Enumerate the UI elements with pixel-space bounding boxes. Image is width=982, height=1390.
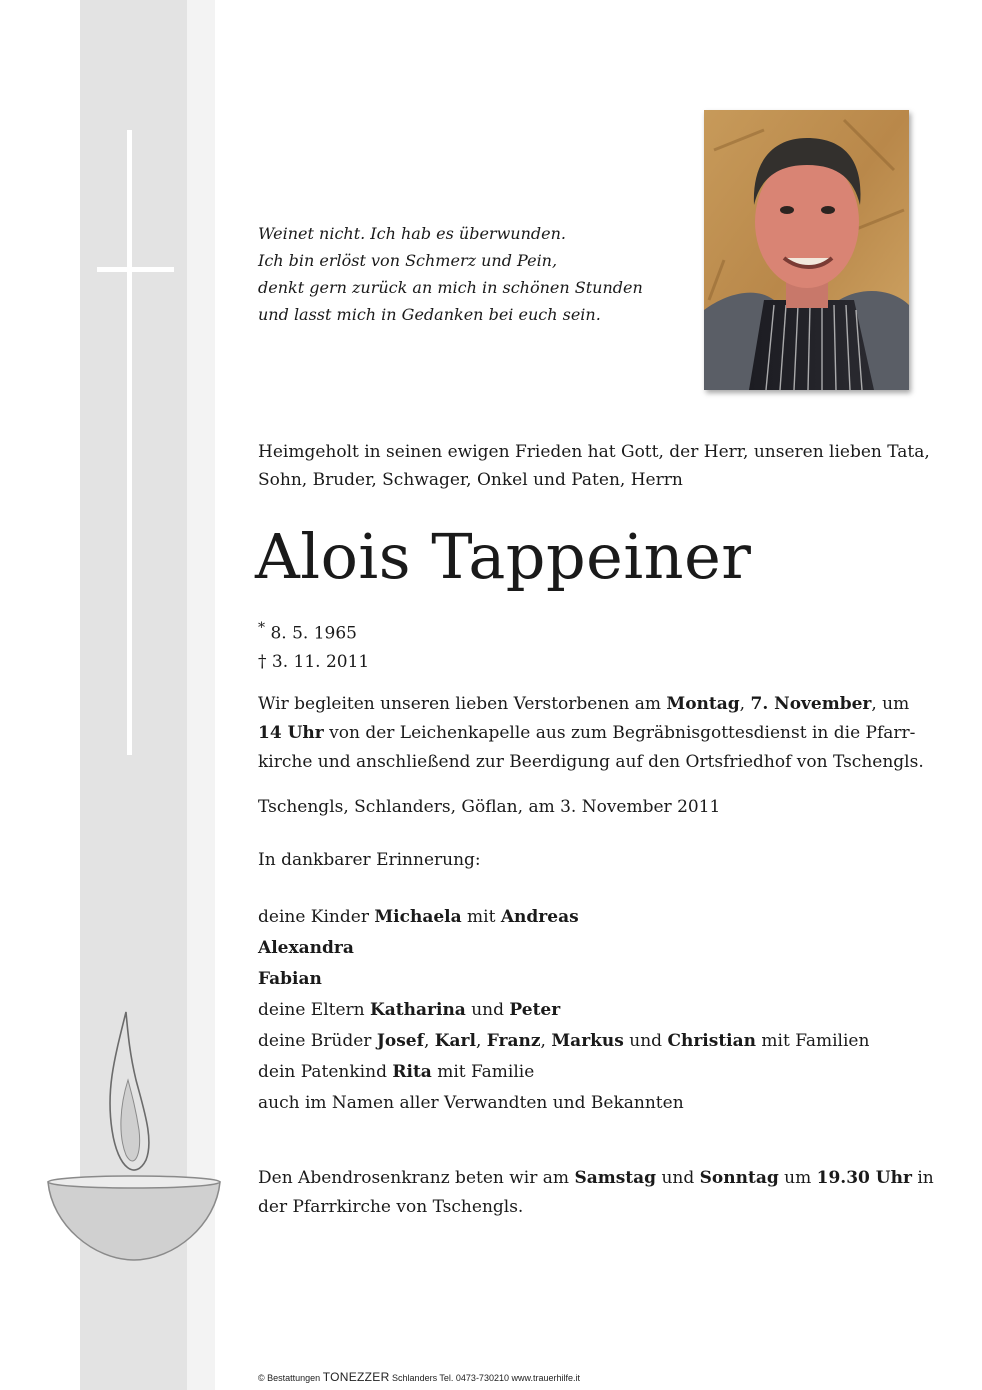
family-line [258, 1057, 869, 1088]
text: Wir begleiten unseren lieben Verstorbenen am [258, 694, 667, 714]
brand-name: TONEZZER [322, 1370, 390, 1384]
family-member: Rita [392, 1062, 432, 1082]
rosary-day: Sonntag [699, 1168, 779, 1188]
cross-icon-bar [97, 267, 174, 272]
announcement-intro [258, 438, 930, 494]
text: mit [461, 907, 501, 927]
oil-lamp-icon [44, 1010, 224, 1270]
cross-icon [127, 130, 132, 755]
text: von der Leichenkapelle aus zum Begräbnisgottesdienst in die Pfarr- [323, 723, 916, 743]
death-symbol: † [258, 651, 267, 672]
birth-date-line [258, 614, 369, 648]
portrait-photo [704, 110, 909, 390]
family-member: Michaela [374, 907, 462, 927]
family-member: Alexandra [258, 938, 354, 958]
footer-credit [258, 1370, 580, 1384]
rosary-notice [258, 1164, 934, 1222]
family-member: Katharina [370, 1000, 466, 1020]
death-date-line [258, 648, 369, 676]
verse-line: und lasst mich in Gedanken bei euch sein. [258, 305, 601, 324]
funeral-line: kirche und anschließend zur Beerdigung auf den Ortsfriedhof von Tschengls. [258, 752, 924, 772]
family-line: auch im Namen aller Verwandten und Bekannten [258, 1093, 684, 1113]
text: Den Abendrosenkranz beten wir am [258, 1168, 575, 1188]
text: und [623, 1031, 668, 1051]
funeral-details [258, 690, 924, 777]
intro-line: Heimgeholt in seinen ewigen Frieden hat Gott, der Herr, unseren lieben Tata, [258, 442, 930, 462]
family-list [258, 902, 869, 1119]
family-member: Franz [486, 1031, 541, 1051]
birth-date: 8. 5. 1965 [270, 623, 357, 644]
family-member: Christian [667, 1031, 757, 1051]
text: , [475, 1031, 487, 1051]
rosary-day: Samstag [574, 1168, 657, 1188]
rosary-line: der Pfarrkirche von Tschengls. [258, 1197, 524, 1217]
verse-line: denkt gern zurück an mich in schönen Stunden [258, 278, 643, 297]
birth-symbol: * [258, 620, 266, 636]
text: , um [871, 694, 910, 714]
text: mit Familie [431, 1062, 535, 1082]
text: deine Brüder [258, 1031, 377, 1051]
rosary-line [258, 1164, 934, 1193]
memory-heading: In dankbarer Erinnerung: [258, 850, 481, 870]
text: um [778, 1168, 817, 1188]
family-line [258, 1026, 869, 1057]
verse-line: Weinet nicht. Ich hab es überwunden. [258, 224, 566, 243]
family-member: Fabian [258, 969, 322, 989]
family-member: Peter [509, 1000, 561, 1020]
rosary-time: 19.30 Uhr [816, 1168, 912, 1188]
family-member: Markus [551, 1031, 624, 1051]
family-line [258, 964, 869, 995]
text: und [656, 1168, 700, 1188]
verse-line: Ich bin erlöst von Schmerz und Pein, [258, 251, 558, 270]
place-and-date: Tschengls, Schlanders, Göflan, am 3. November 2011 [258, 797, 721, 817]
text: © Bestattungen [258, 1373, 323, 1383]
text: , [540, 1031, 552, 1051]
funeral-line [258, 690, 914, 719]
deceased-name: Alois Tappeiner [255, 520, 752, 593]
text: deine Eltern [258, 1000, 371, 1020]
text: in [911, 1168, 934, 1188]
intro-line: Sohn, Bruder, Schwager, Onkel und Paten, Herrn [258, 470, 683, 490]
funeral-time: 14 Uhr [258, 723, 324, 743]
family-member: Andreas [500, 907, 579, 927]
family-line [258, 995, 869, 1026]
text: dein Patenkind [258, 1062, 393, 1082]
family-member: Karl [434, 1031, 476, 1051]
family-line [258, 902, 869, 933]
family-line [258, 933, 869, 964]
death-date: 3. 11. 2011 [271, 651, 370, 672]
funeral-date: 7. November [750, 694, 872, 714]
family-member: Josef [376, 1031, 424, 1051]
funeral-day: Montag [666, 694, 740, 714]
life-dates [258, 614, 369, 676]
text: und [465, 1000, 510, 1020]
text: Schlanders Tel. 0473-730210 www.trauerhilfe.it [389, 1373, 580, 1383]
text: , [739, 694, 751, 714]
memorial-verse [258, 220, 678, 328]
text: deine Kinder [258, 907, 375, 927]
text: mit Familien [756, 1031, 870, 1051]
text: , [423, 1031, 435, 1051]
funeral-line [258, 719, 914, 748]
